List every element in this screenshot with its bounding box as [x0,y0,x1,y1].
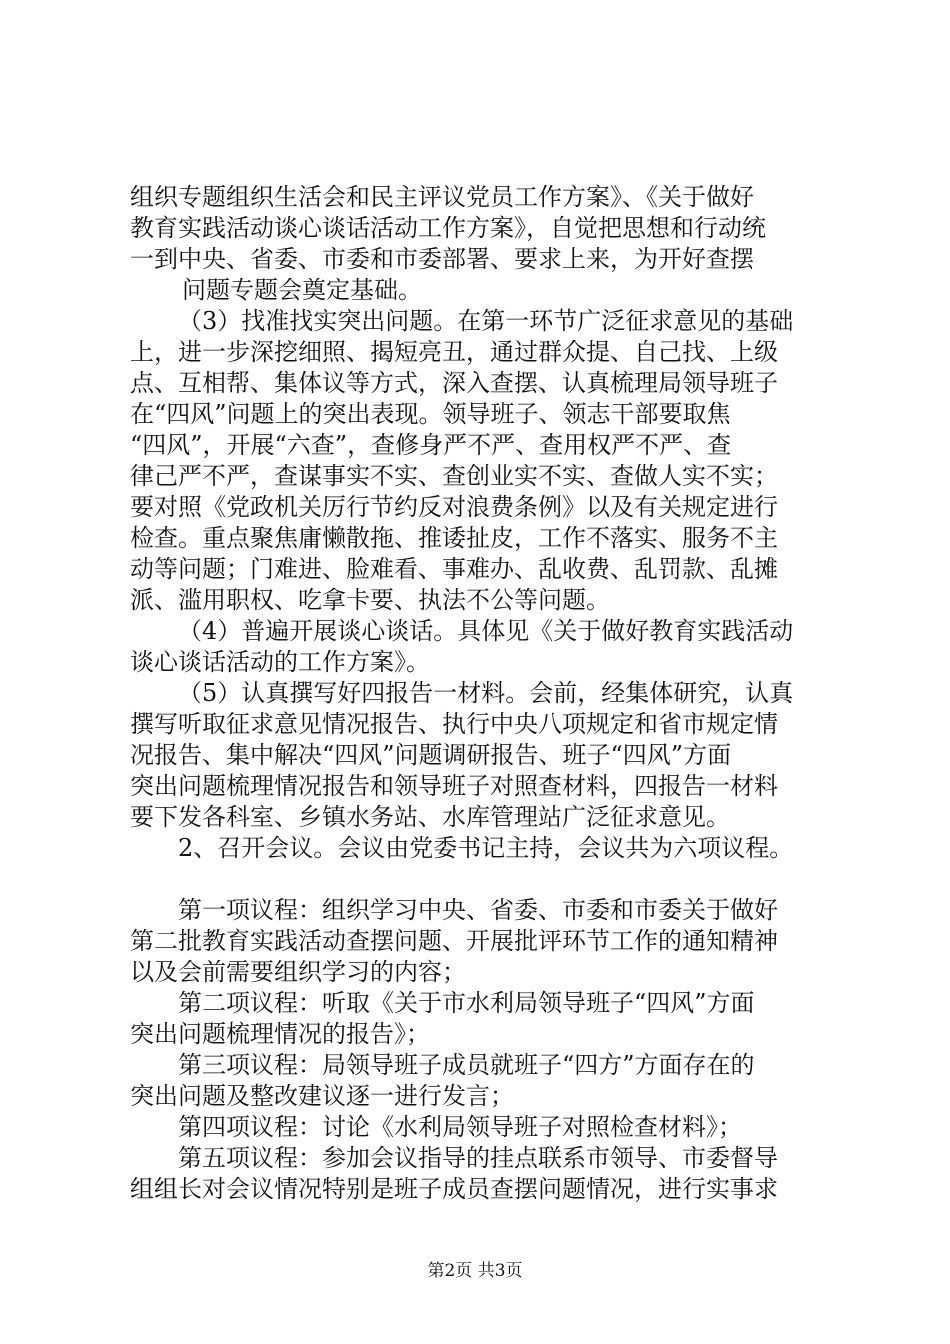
text-line: 况报告、集中解决“四风”问题调研报告、班子“四风”方面 [130,741,732,769]
text-line: 一到中央、省委、市委和市委部署、要求上来，为开好查摆 [130,245,754,273]
text-line: 第三项议程：局领导班子成员就班子“四方”方面存在的 [178,1051,755,1079]
text-line: （4）普遍开展谈心谈话。具体见《关于做好教育实践活动 [178,617,794,645]
text-line: 2、召开会议。会议由党委书记主持，会议共为六项议程。 [178,834,794,862]
text-line: 组组长对会议情况特别是班子成员查摆问题情况，进行实事求 [130,1175,778,1203]
text-line: 律己严不严，查谋事实不实、查创业实不实、查做人实不实； [130,462,778,490]
text-line: 第四项议程：讨论《水利局领导班子对照检查材料》； [178,1113,742,1141]
text-line: 上，进一步深挖细照、揭短亮丑，通过群众提、自己找、上级 [130,338,778,366]
text-line: 谈心谈话活动的工作方案》。 [130,648,430,676]
text-line: 第二批教育实践活动查摆问题、开展批评环节工作的通知精神 [130,927,778,955]
text-line: 第二项议程：听取《关于市水利局领导班子“四风”方面 [178,989,755,1017]
text-line: 要下发各科室、乡镇水务站、水库管理站广泛征求意见。 [130,803,730,831]
text-line: 突出问题梳理情况报告和领导班子对照查材料，四报告一材料 [130,772,778,800]
page-footer: 第2页 共3页 [427,1261,523,1281]
text-line: 组织专题组织生活会和民主评议党员工作方案》、《关于做好 [130,183,754,211]
text-line: 教育实践活动谈心谈话活动工作方案》，自觉把思想和行动统 [130,214,766,242]
text-line: 点、互相帮、集体议等方式，深入查摆、认真梳理局领导班子 [130,369,778,397]
text-line: 突出问题梳理情况的报告》； [130,1020,430,1048]
text-line: 在“四风”问题上的突出表现。领导班子、领志干部要取焦 [130,400,731,428]
text-line: “四风”，开展“六查”，查修身严不严、查用权严不严、查 [130,431,732,459]
text-line: （3）找准找实突出问题。在第一环节广泛征求意见的基础 [178,307,794,335]
text-line: 第五项议程：参加会议指导的挂点联系市领导、市委督导 [178,1144,778,1172]
text-line: 第一项议程：组织学习中央、省委、市委和市委关于做好 [178,896,778,924]
text-line: 检查。重点聚焦庸懒散拖、推诿扯皮，工作不落实、服务不主 [130,524,778,552]
text-line: 撰写听取征求意见情况报告、执行中央八项规定和省市规定情 [130,710,778,738]
text-line: （5）认真撰写好四报告一材料。会前，经集体研究，认真 [178,679,794,707]
text-line: 派、滥用职权、吃拿卡要、执法不公等问题。 [130,586,610,614]
text-line: 以及会前需要组织学习的内容； [130,958,466,986]
text-line: 要对照《党政机关厉行节约反对浪费条例》以及有关规定进行 [130,493,778,521]
text-line: 动等问题；门难进、脸难看、事难办、乱收费、乱罚款、乱摊 [130,555,778,583]
text-line: 突出问题及整改建议逐一进行发言； [130,1082,514,1110]
text-line: 问题专题会奠定基础。 [182,276,422,304]
